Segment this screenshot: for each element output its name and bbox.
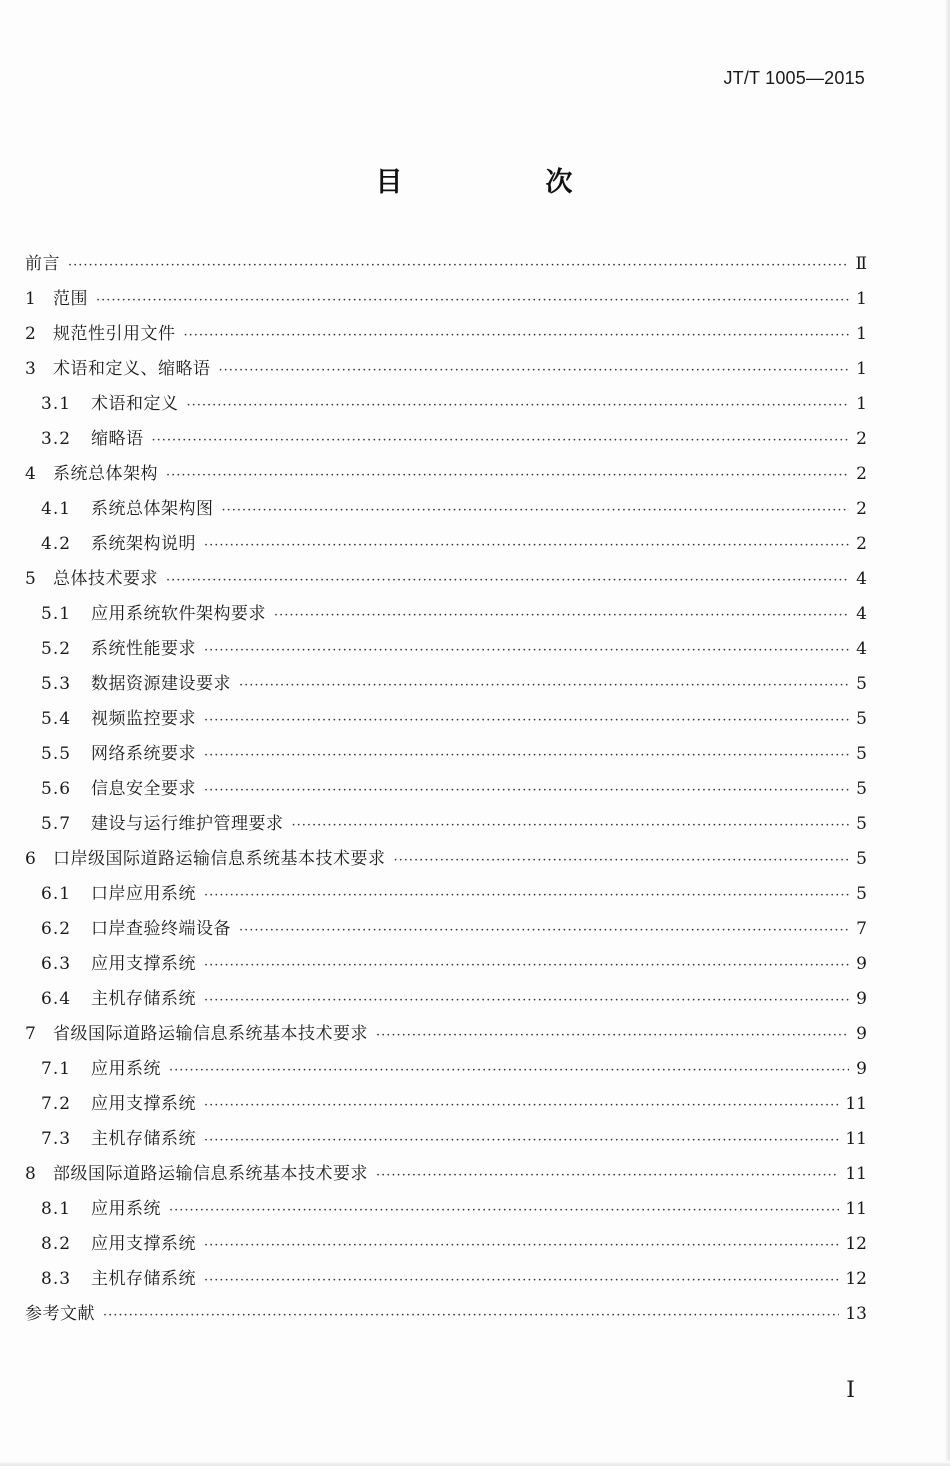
toc-entry-number: 3.2 <box>41 429 72 449</box>
toc-entry-page: 9 <box>856 1024 867 1044</box>
toc-dot-leader <box>204 773 849 808</box>
toc-entry-title: 信息安全要求 <box>91 779 196 799</box>
toc-dot-leader <box>169 1193 839 1228</box>
toc-entry-page: 5 <box>856 814 867 834</box>
toc-dot-leader <box>204 703 849 738</box>
toc-entry-number: 8.2 <box>41 1234 72 1254</box>
toc-entry[interactable] <box>25 352 867 387</box>
toc-entry-page: 1 <box>856 359 867 379</box>
toc-entry-page: 2 <box>856 499 867 519</box>
toc-entry-page: 5 <box>856 779 867 799</box>
toc-entry-number: 5.6 <box>41 779 72 799</box>
toc-entry-page: 9 <box>856 989 867 1009</box>
toc-entry-title: 部级国际道路运输信息系统基本技术要求 <box>53 1164 368 1184</box>
toc-dot-leader <box>68 248 849 283</box>
toc-entry-number: 8.1 <box>41 1199 72 1219</box>
toc-dot-leader <box>204 1228 839 1263</box>
toc-dot-leader <box>219 353 850 388</box>
toc-entry-number: 5 <box>25 569 36 589</box>
toc-entry-title: 主机存储系统 <box>91 1129 196 1149</box>
toc-entry-title: 系统性能要求 <box>91 639 196 659</box>
toc-entry-title: 主机存储系统 <box>91 989 196 1009</box>
toc-entry[interactable] <box>25 982 867 1017</box>
toc-entry-title: 规范性引用文件 <box>53 324 176 344</box>
toc-dot-leader <box>376 1158 839 1193</box>
toc-entry-title: 范围 <box>53 289 88 309</box>
toc-entry-page: 4 <box>856 569 867 589</box>
toc-entry-title: 系统总体架构图 <box>91 499 214 519</box>
toc-dot-leader <box>184 318 850 353</box>
toc-dot-leader <box>292 808 850 843</box>
toc-entry-page: 13 <box>845 1304 867 1324</box>
toc-entry-title: 应用支撑系统 <box>91 1234 196 1254</box>
toc-entry-page: 1 <box>856 289 867 309</box>
toc-entry-title: 省级国际道路运输信息系统基本技术要求 <box>53 1024 368 1044</box>
toc-entry[interactable] <box>25 877 867 912</box>
toc-dot-leader <box>152 423 850 458</box>
toc-entry-number: 3.1 <box>41 394 72 414</box>
toc-dot-leader <box>204 738 849 773</box>
toc-entry-title: 应用系统 <box>91 1199 161 1219</box>
toc-entry-page: 9 <box>856 1059 867 1079</box>
toc-entry-page: 5 <box>856 674 867 694</box>
toc-entry-page: 5 <box>856 744 867 764</box>
toc-entry-page: 1 <box>856 394 867 414</box>
toc-entry-number: 4.1 <box>41 499 72 519</box>
toc-dot-leader <box>204 633 849 668</box>
toc-entry[interactable] <box>25 1052 867 1087</box>
toc-entry[interactable] <box>25 772 867 807</box>
toc-dot-leader <box>204 1123 839 1158</box>
toc-entry-page: 1 <box>856 324 867 344</box>
toc-dot-leader <box>204 1263 839 1298</box>
toc-entry-title: 口岸级国际道路运输信息系统基本技术要求 <box>53 849 386 869</box>
toc-entry[interactable] <box>25 702 867 737</box>
toc-entry-title: 参考文献 <box>25 1304 95 1324</box>
toc-entry-number: 6.4 <box>41 989 72 1009</box>
toc-entry-page: 9 <box>856 954 867 974</box>
toc-entry[interactable] <box>25 247 867 282</box>
toc-entry[interactable] <box>25 807 867 842</box>
toc-dot-leader <box>187 388 850 423</box>
toc-entry-number: 2 <box>25 324 36 344</box>
toc-entry[interactable] <box>25 632 867 667</box>
toc-entry-number: 8.3 <box>41 1269 72 1289</box>
toc-entry-page: 2 <box>856 429 867 449</box>
toc-dot-leader <box>166 563 849 598</box>
toc-entry-page: 5 <box>856 709 867 729</box>
toc-entry-page: 12 <box>845 1269 867 1289</box>
toc-dot-leader <box>222 493 850 528</box>
toc-entry-page: 4 <box>856 639 867 659</box>
toc-entry-title: 数据资源建设要求 <box>91 674 231 694</box>
toc-entry[interactable] <box>25 527 867 562</box>
toc-dot-leader <box>204 1088 839 1123</box>
toc-entry-number: 5.2 <box>41 639 72 659</box>
toc-entry-number: 5.5 <box>41 744 72 764</box>
toc-entry-page: 2 <box>856 534 867 554</box>
toc-entry-title: 应用支撑系统 <box>91 954 196 974</box>
toc-dot-leader <box>96 283 849 318</box>
toc-entry-number: 6.1 <box>41 884 72 904</box>
toc-entry-page: 4 <box>856 604 867 624</box>
toc-dot-leader <box>103 1298 839 1333</box>
toc-entry[interactable] <box>25 1087 867 1122</box>
page-number: Ⅰ <box>846 1378 855 1403</box>
toc-entry[interactable] <box>25 667 867 702</box>
toc-entry[interactable] <box>25 562 867 597</box>
toc-entry[interactable] <box>25 947 867 982</box>
toc-entry[interactable] <box>25 1262 867 1297</box>
page-bottom-shadow <box>0 1461 950 1466</box>
toc-entry[interactable] <box>25 317 867 352</box>
toc-entry-number: 3 <box>25 359 36 379</box>
toc-entry-page: 7 <box>856 919 867 939</box>
toc-entry-title: 视频监控要求 <box>91 709 196 729</box>
toc-entry-title: 术语和定义 <box>91 394 179 414</box>
toc-entry-title: 系统总体架构 <box>53 464 158 484</box>
toc-dot-leader <box>239 913 849 948</box>
toc-entry[interactable] <box>25 457 867 492</box>
toc-entry-page: 5 <box>856 849 867 869</box>
toc-entry-title: 系统架构说明 <box>91 534 196 554</box>
toc-entry-title: 主机存储系统 <box>91 1269 196 1289</box>
toc-entry-title: 术语和定义、缩略语 <box>53 359 211 379</box>
toc-entry-number: 6.3 <box>41 954 72 974</box>
toc-dot-leader <box>204 983 849 1018</box>
toc-dot-leader <box>169 1053 849 1088</box>
toc-entry[interactable] <box>25 1192 867 1227</box>
toc-entry-number: 6.2 <box>41 919 72 939</box>
toc-dot-leader <box>274 598 849 633</box>
toc-entry-page: Ⅱ <box>855 254 867 274</box>
toc-entry[interactable] <box>25 1122 867 1157</box>
toc-entry-number: 7.1 <box>41 1059 72 1079</box>
toc-dot-leader <box>204 878 849 913</box>
toc-entry-number: 8 <box>25 1164 36 1184</box>
toc-entry-title: 应用支撑系统 <box>91 1094 196 1114</box>
toc-entry-number: 4 <box>25 464 36 484</box>
toc-entry[interactable] <box>25 1227 867 1262</box>
toc-entry-number: 5.3 <box>41 674 72 694</box>
toc-entry-number: 1 <box>25 289 36 309</box>
toc-dot-leader <box>204 948 849 983</box>
toc-entry-title: 应用系统软件架构要求 <box>91 604 266 624</box>
toc-entry-page: 11 <box>845 1164 867 1184</box>
standard-code: JT/T 1005—2015 <box>723 68 865 88</box>
toc-entry[interactable] <box>25 737 867 772</box>
toc-entry-title: 前言 <box>25 254 60 274</box>
toc-entry-page: 2 <box>856 464 867 484</box>
toc-entry-number: 4.2 <box>41 534 72 554</box>
toc-entry-page: 11 <box>845 1094 867 1114</box>
toc-dot-leader <box>239 668 849 703</box>
toc-entry-title: 应用系统 <box>91 1059 161 1079</box>
toc-entry-number: 7.3 <box>41 1129 72 1149</box>
toc-entry[interactable] <box>25 1297 867 1332</box>
toc-dot-leader <box>166 458 849 493</box>
toc-entry[interactable] <box>25 387 867 422</box>
toc-entry-number: 7.2 <box>41 1094 72 1114</box>
table-of-contents <box>25 247 867 1332</box>
toc-entry-page: 12 <box>845 1234 867 1254</box>
toc-entry[interactable] <box>25 492 867 527</box>
page-title: 目 次 <box>375 167 631 198</box>
toc-entry-title: 口岸应用系统 <box>91 884 196 904</box>
toc-entry[interactable] <box>25 597 867 632</box>
toc-entry[interactable] <box>25 1017 867 1052</box>
toc-entry-title: 建设与运行维护管理要求 <box>91 814 284 834</box>
toc-entry-title: 缩略语 <box>91 429 144 449</box>
toc-entry-number: 6 <box>25 849 36 869</box>
toc-dot-leader <box>394 843 850 878</box>
toc-entry-title: 总体技术要求 <box>53 569 158 589</box>
toc-entry[interactable] <box>25 842 867 877</box>
page-edge-shadow <box>944 0 950 1466</box>
toc-entry-number: 5.1 <box>41 604 72 624</box>
toc-entry-title: 网络系统要求 <box>91 744 196 764</box>
toc-entry[interactable] <box>25 282 867 317</box>
toc-entry-page: 11 <box>845 1129 867 1149</box>
toc-entry-number: 5.4 <box>41 709 72 729</box>
toc-entry[interactable] <box>25 422 867 457</box>
toc-entry[interactable] <box>25 912 867 947</box>
toc-dot-leader <box>376 1018 849 1053</box>
toc-entry-number: 5.7 <box>41 814 72 834</box>
toc-entry-page: 11 <box>845 1199 867 1219</box>
toc-entry-number: 7 <box>25 1024 36 1044</box>
toc-entry-page: 5 <box>856 884 867 904</box>
toc-entry[interactable] <box>25 1157 867 1192</box>
toc-dot-leader <box>204 528 849 563</box>
toc-entry-title: 口岸查验终端设备 <box>91 919 231 939</box>
